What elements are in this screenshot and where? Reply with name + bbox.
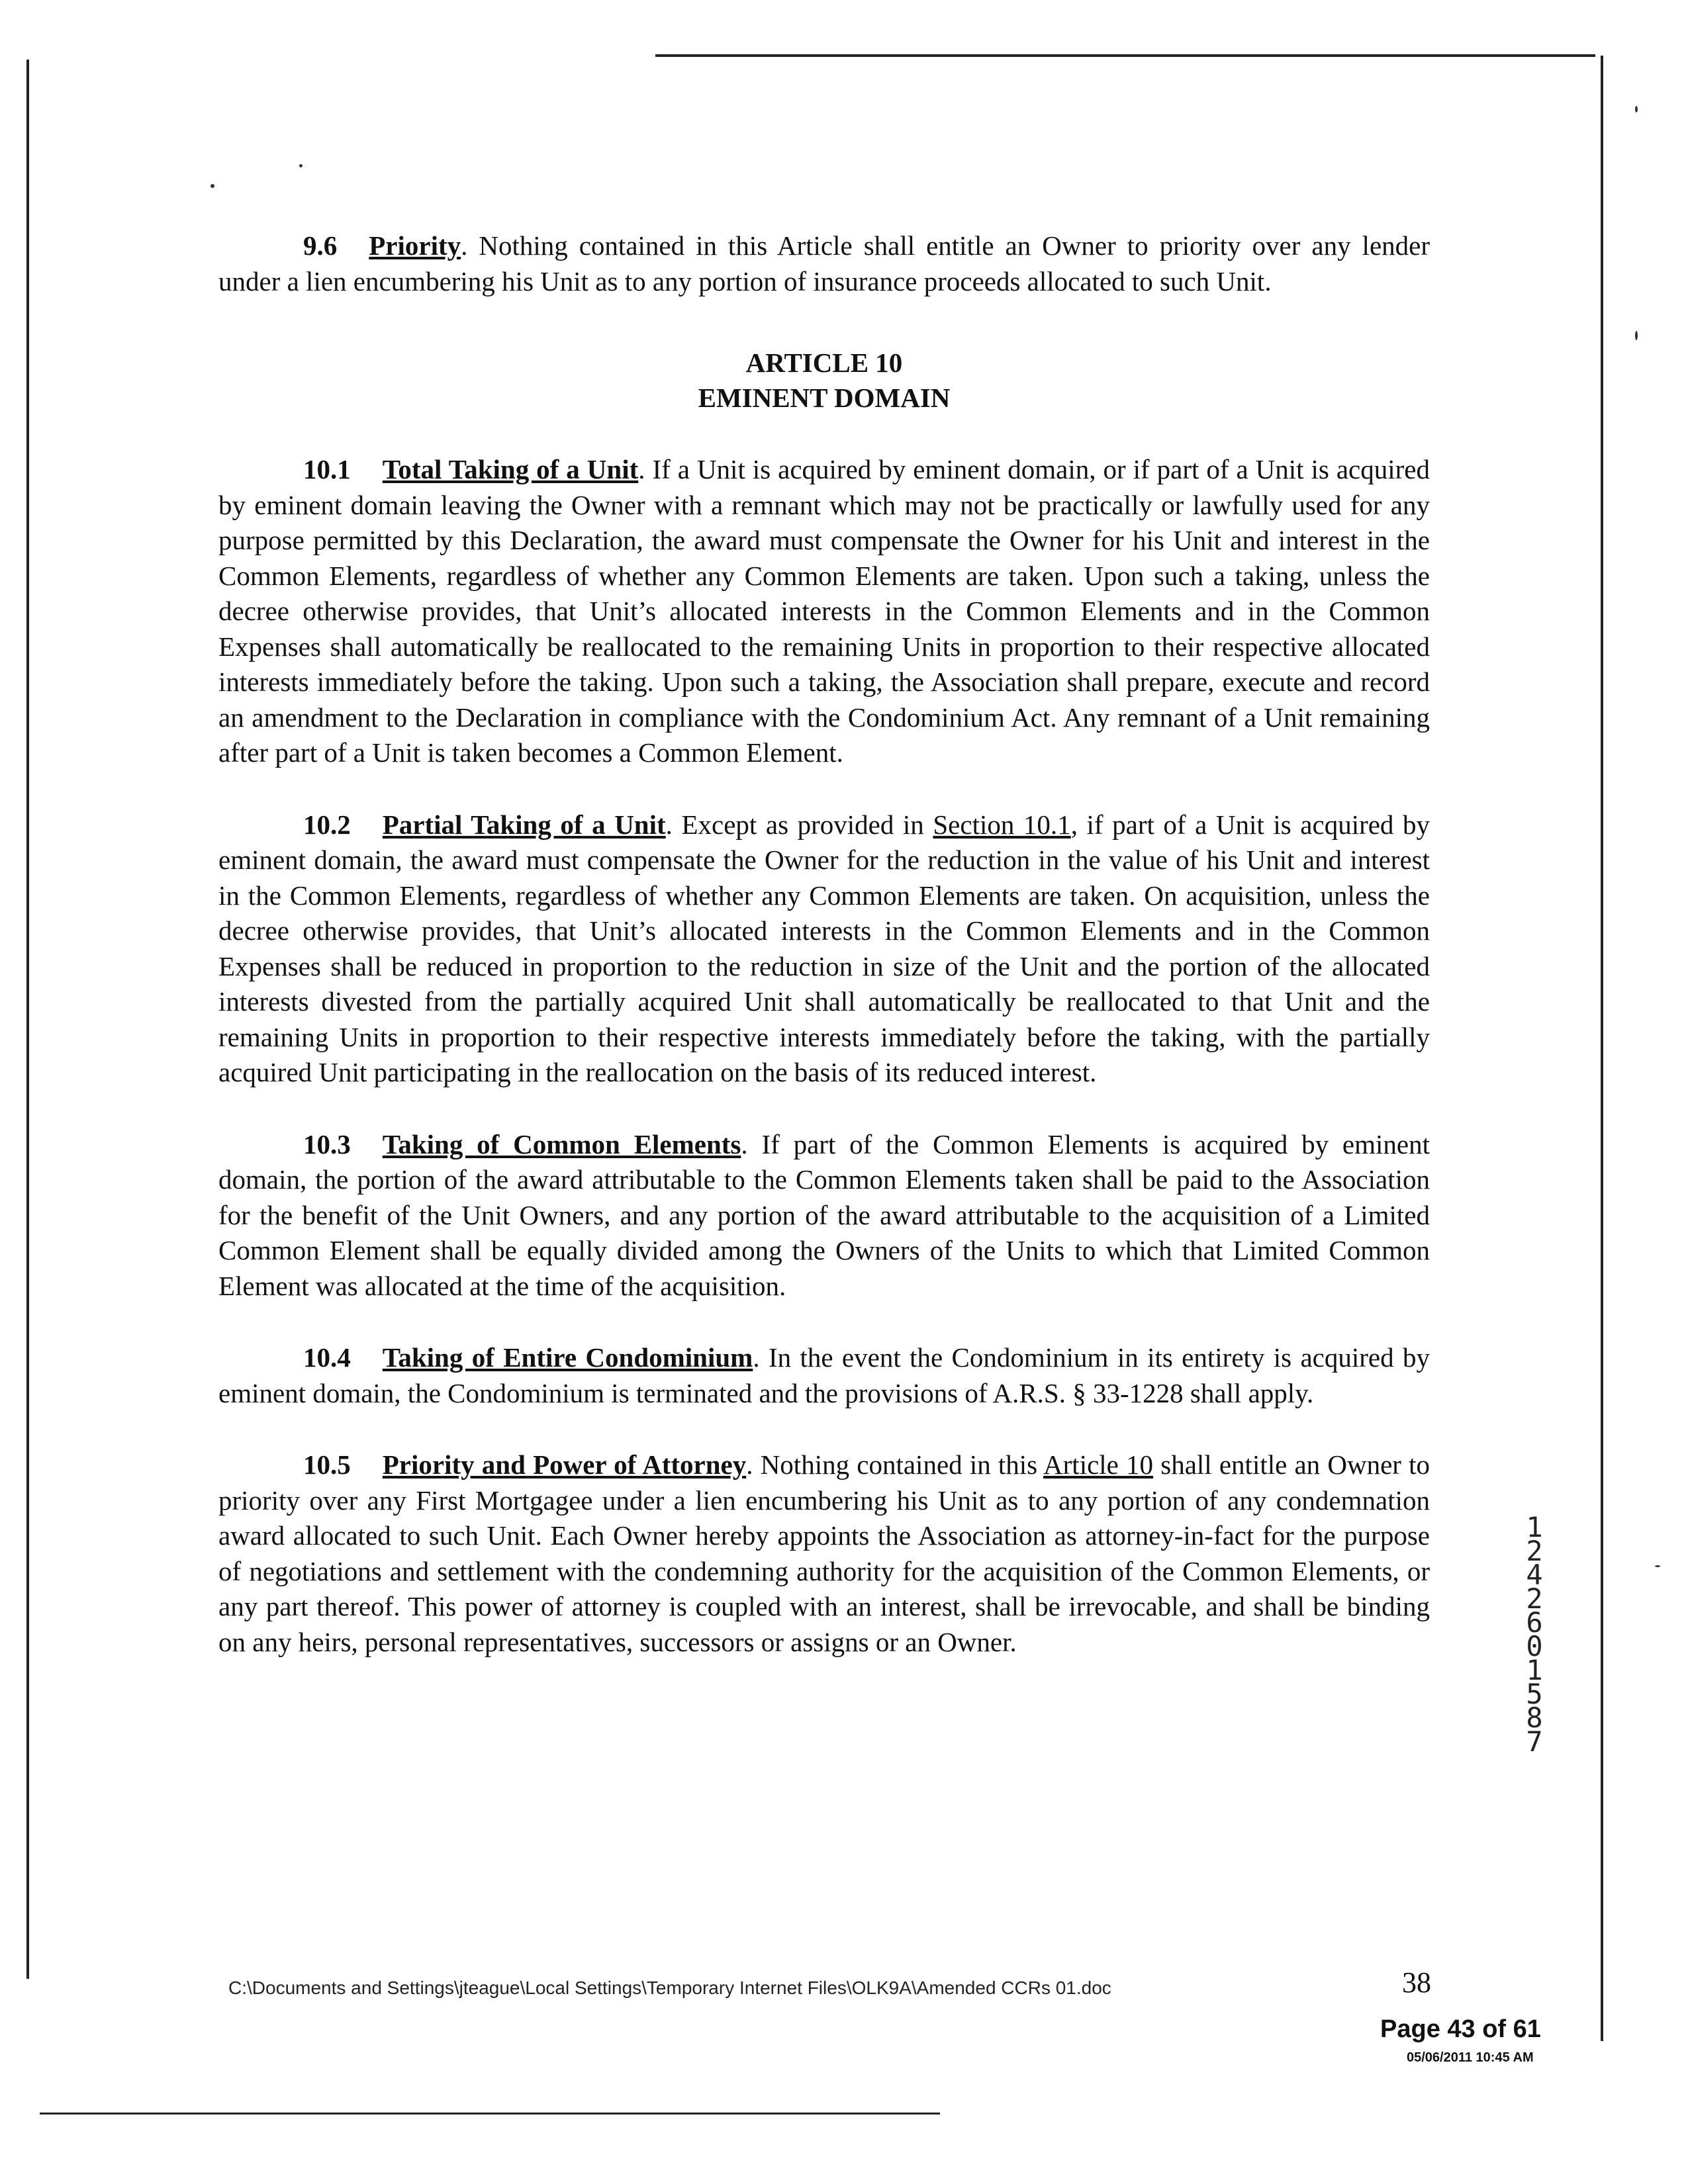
page-number: 38: [1402, 1966, 1431, 1999]
section-number: 10.1: [303, 454, 351, 484]
section-10-2: [218, 807, 1430, 1091]
article-heading: [218, 345, 1430, 416]
section-text-pre: . Nothing contained in this: [746, 1449, 1044, 1480]
section-text: , if part of a Unit is acquired by eminent domain, the award must compensate the Owner for the reduction in the value of his Unit and interest in the Common Elements, regardless of whether any Common Elements are taken. On acquisition, unless the decree otherwise provides, that Unit’s allocated interests in the Common Elements and in the Common Expenses shall be reduced in proportion to the reduction in size of the Unit and the portion of the allocated interests divested from the partially acquired Unit shall automatically be reallocated to that Unit and the remaining Units in proportion to their respective interests immediately before the taking, with the partially acquired Unit participating in the reallocation on the basis of its reduced interest.: [218, 809, 1430, 1087]
scan-speck: [1655, 1565, 1660, 1567]
section-text: . If part of the Common Elements is acquired by eminent domain, the portion of the award attributable to the Common Elements taken shall be paid to the Association for the benefit of the Unit Owners, and any portion of the award attributable to the acquisition of a Limited Common Element shall be equally divided among the Owners of the Units to which that Limited Common Element was allocated at the time of the acquisition.: [218, 1128, 1430, 1301]
section-number: 10.5: [303, 1449, 351, 1480]
scan-speck: [1635, 331, 1638, 340]
article-number: ARTICLE 10: [745, 347, 903, 378]
section-text: . Nothing contained in this Article shall entitle an Owner to priority over any lender under a lien encumbering his Unit as to any portion of insurance proceeds allocated to such Unit.: [218, 230, 1430, 296]
section-10-3: [218, 1127, 1430, 1304]
section-number: 10.2: [303, 809, 351, 840]
section-9-6: [218, 228, 1430, 299]
scan-speck: [299, 164, 303, 167]
scan-right-border: [1601, 56, 1603, 2041]
section-text: . In the event the Condominium in its entirety is acquired by eminent domain, the Condominium is terminated and the provisions of A.R.S. § 33-1228 shall apply.: [218, 1342, 1430, 1408]
section-number: 10.4: [303, 1342, 351, 1373]
scan-speck: [211, 184, 214, 188]
section-title: Taking of Common Elements: [382, 1128, 741, 1160]
section-10-5: [218, 1447, 1430, 1660]
section-text: . If a Unit is acquired by eminent domain, or if part of a Unit is acquired by eminent domain leaving the Owner with a remnant which may not be practically or lawfully used for any purpose permitted by this Declaration, the award must compensate the Owner for his Unit and interest in the Common Elements, regardless of whether any Common Elements are taken. Upon such a taking, unless the decree otherwise provides, that Unit’s allocated interests in the Common Elements and in the Common Expenses shall automatically be reallocated to the remaining Units in proportion to their respective allocated interests immediately before the taking. Upon such a taking, the Association shall prepare, execute and record an amendment to the Declaration in compliance with the Condominium Act. Any remnant of a Unit remaining after part of a Unit is taken becomes a Common Element.: [218, 454, 1430, 768]
cross-reference-link: Section 10.1: [933, 809, 1071, 840]
section-title: Priority and Power of Attorney: [382, 1449, 747, 1480]
scan-top-border: [655, 54, 1595, 57]
section-title: Total Taking of a Unit: [382, 454, 639, 484]
recorder-page-stamp: Page 43 of 61: [1380, 2015, 1541, 2043]
section-title: Partial Taking of a Unit: [382, 809, 666, 840]
footer-file-path: C:\Documents and Settings\jteague\Local Settings\Temporary Internet Files\OLK9A\Amended CCRs 01.doc: [228, 1978, 1111, 1998]
recording-number-stamp: 1242601587: [1526, 1511, 1543, 1758]
scan-left-border: [26, 60, 29, 1979]
section-number: 10.3: [303, 1128, 351, 1160]
section-10-1: [218, 452, 1430, 771]
section-text: shall entitle an Owner to priority over any First Mortgagee under a lien encumbering his Unit as to any portion of any condemnation award allocated to such Unit. Each Owner hereby appoints the Association as attorney-in-fact for the purpose of negotiations and settlement with the condemning authority for the acquisition of the Common Elements, or any part thereof. This power of attorney is coupled with an interest, shall be irrevocable, and shall be binding on any heirs, personal representatives, successors or assigns or an Owner.: [218, 1449, 1430, 1657]
article-title: EMINENT DOMAIN: [698, 383, 951, 413]
recorder-date-stamp: 05/06/2011 10:45 AM: [1407, 2050, 1534, 2065]
section-title: Taking of Entire Condominium: [382, 1342, 753, 1373]
scan-speck: [1635, 106, 1638, 113]
document-body: [218, 228, 1430, 1660]
section-10-4: [218, 1340, 1430, 1411]
section-number: 9.6: [303, 230, 338, 261]
cross-reference-link: Article 10: [1043, 1449, 1154, 1480]
section-text-pre: . Except as provided in: [665, 809, 933, 840]
scan-bottom-border: [40, 2113, 940, 2115]
section-title: Priority: [369, 230, 461, 261]
